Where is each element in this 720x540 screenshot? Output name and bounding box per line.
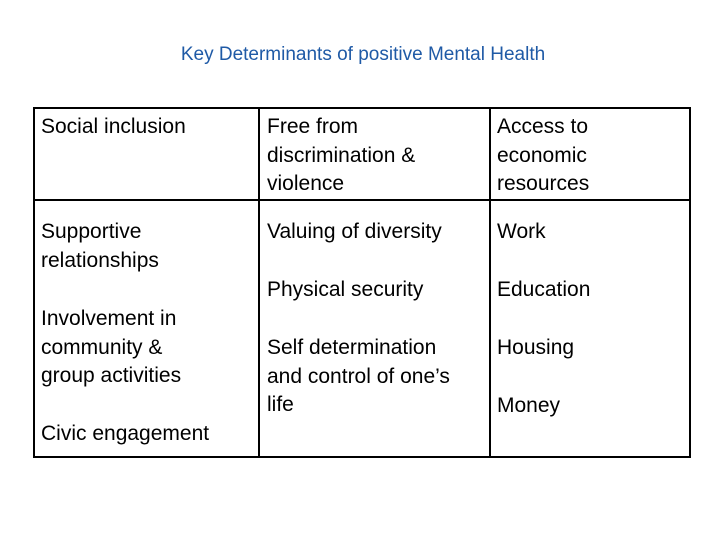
column-divider-2 xyxy=(489,109,491,456)
item-money: Money xyxy=(497,394,561,417)
item-supportive-relationships: Supportive relationships xyxy=(41,220,159,272)
determinants-table xyxy=(33,107,691,458)
header-free-from-discrimination: Free from discrimination & violence xyxy=(267,115,416,196)
header-divider xyxy=(35,199,689,201)
item-work: Work xyxy=(497,220,546,243)
item-valuing-diversity: Valuing of diversity xyxy=(267,220,442,243)
item-housing: Housing xyxy=(497,336,575,359)
header-social-inclusion: Social inclusion xyxy=(41,115,186,138)
item-physical-security: Physical security xyxy=(267,278,424,301)
slide-title: Key Determinants of positive Mental Health xyxy=(180,44,546,65)
item-community-involvement: Involvement in community & group activities xyxy=(41,307,182,388)
column-divider-1 xyxy=(258,109,260,456)
header-access-to-economic-resources: Access to economic resources xyxy=(497,115,590,196)
item-civic-engagement: Civic engagement xyxy=(41,422,210,445)
item-education: Education xyxy=(497,278,591,301)
item-self-determination: Self determination and control of one’s life xyxy=(267,336,450,417)
